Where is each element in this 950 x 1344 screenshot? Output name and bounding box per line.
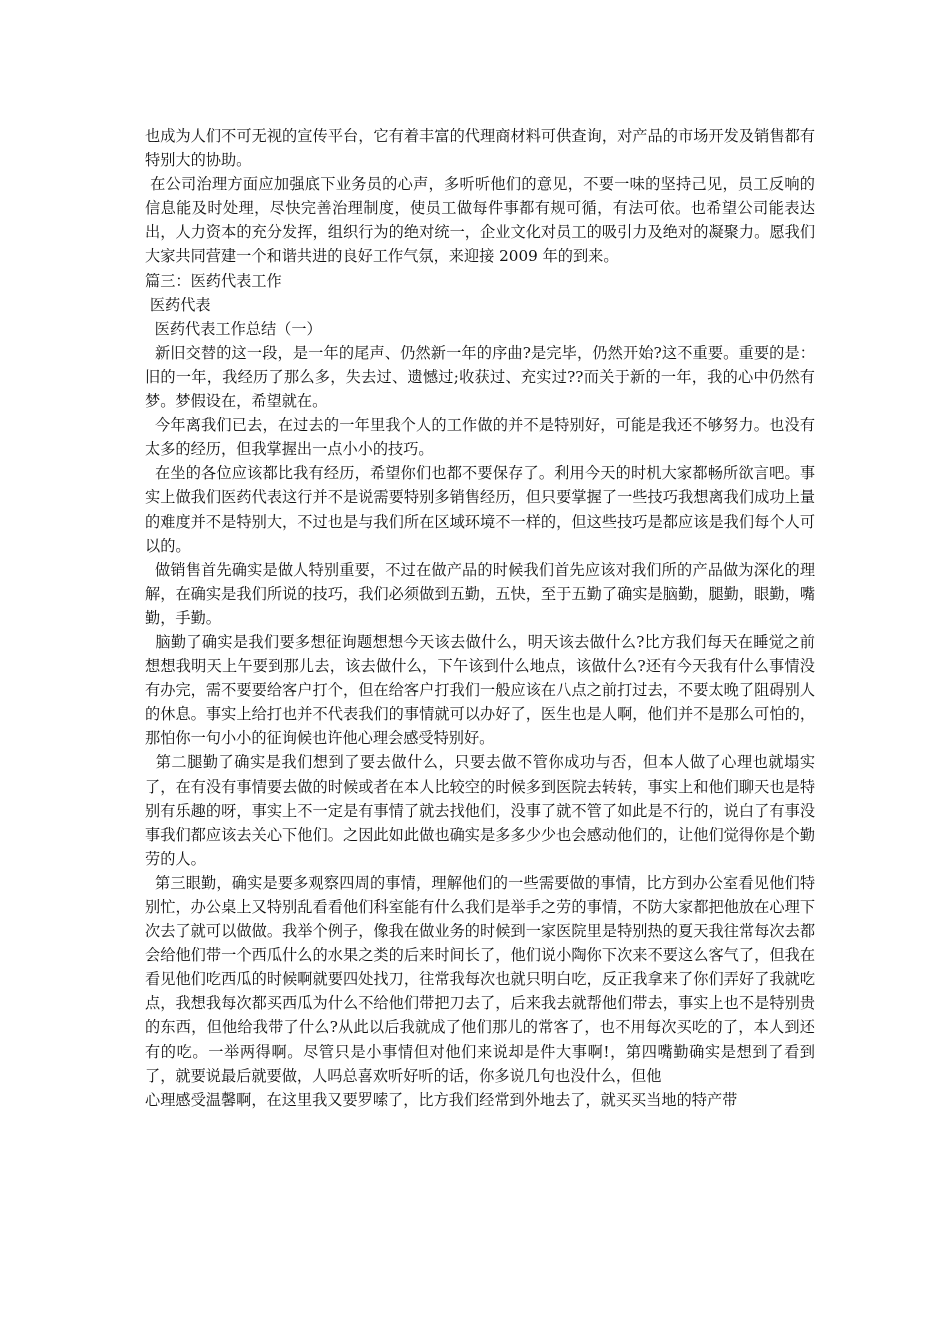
document-body <box>145 124 815 1112</box>
paragraph: 第三眼勤，确实是要多观察四周的事情，理解他们的一些需要做的事情，比方到办公室看见他们特别忙，办公桌上又特别乱看看他们科室能有什么我们是举手之劳的事情，不防大家都把他放在心理下次去了就可以做做。我举个例子，像我在做业务的时候到一家医院里是特别热的夏天我往常每次去都会给他们带一个西瓜什么的水果之类的后来时间长了，他们说小陶你下次来不要这么客气了，但我在看见他们吃西瓜的时候啊就要四处找刀，往常我每次也就只明白吃，反正我拿来了你们弄好了我就吃点，我想我每次都买西瓜为什么不给他们带把刀去了，后来我去就帮他们带去，事实上也不是特别贵的东西，但他给我带了什么?从此以后我就成了他们那儿的常客了，也不用每次买吃的了，本人到还有的吃。一举两得啊。尽管只是小事情但对他们来说却是件大事啊!，第四嘴勤确实是想到了看到了，就要说最后就要做，人吗总喜欢听好听的话，你多说几句也没什么，但他 <box>145 873 816 1085</box>
sub-heading: 医药代表工作总结（一） <box>145 319 322 338</box>
sub-heading: 医药代表 <box>145 295 211 314</box>
paragraph: 脑勤了确实是我们要多想征询题想想今天该去做什么，明天该去做什么?比方我们每天在睡觉之前想想我明天上午要到那儿去，该去做什么，下午该到什么地点，该做什么?还有今天我有什么事情没有办完，需不要要给客户打个，但在给客户打我们一般应该在八点之前打过去，不要太晚了阻碍别人的休息。事实上给打也并不代表我们的事情就可以办好了，医生也是人啊，他们并不是那么可怕的，那怕你一句小小的征询候也许他心理会感受特别好。 <box>145 632 815 748</box>
paragraph: 今年离我们已去，在过去的一年里我个人的工作做的并不是特别好，可能是我还不够努力。也没有太多的经历，但我掌握出一点小小的技巧。 <box>145 416 816 459</box>
paragraph: 心理感受温馨啊，在这里我又要罗嗦了，比方我们经常到外地去了，就买买当地的特产带 <box>145 1090 738 1109</box>
paragraph: 第二腿勤了确实是我们想到了要去做什么，只要去做不管你成功与否，但本人做了心理也就塌实了，在有没有事情要去做的时候或者在本人比较空的时候多到医院去转转，事实上和他们聊天也是特别有乐趣的呀，事实上不一定是有事情了就去找他们，没事了就不管了如此是不行的，说白了有事没事我们都应该去关心下他们。之因此如此做也确实是多多少少也会感动他们的，让他们觉得你是个勤劳的人。 <box>145 753 816 868</box>
paragraph: 在坐的各位应该都比我有经历，希望你们也都不要保存了。利用今天的时机大家都畅所欲言吧。事实上做我们医药代表这行并不是说需要特别多销售经历，但只要掌握了一些技巧我想离我们成功上量的难度并不是特别大，不过也是与我们所在区域环境不一样的，但这些技巧是都应该是我们每个人可以的。 <box>145 464 816 555</box>
section-heading: 篇三：医药代表工作 <box>145 271 282 290</box>
paragraph: 新旧交替的这一段，是一年的尾声、仍然新一年的序曲?是完毕，仍然开始?这不重要。重要的是：旧的一年，我经历了那么多，失去过、遗憾过;收获过、充实过??而关于新的一年，我的心中仍然有梦。梦假设在，希望就在。 <box>145 343 815 411</box>
paragraph: 在公司治理方面应加强底下业务员的心声，多听听他们的意见，不要一味的坚持己见，员工反响的信息能及时处理，尽快完善治理制度，使员工做每件事都有规可循，有法可依。也希望公司能表达出，人力资本的充分发挥，组织行为的绝对统一，企业文化对员工的吸引力及绝对的凝聚力。愿我们大家共同营建一个和谐共进的良好工作气氛，来迎接 2009 年的到来。 <box>145 175 815 266</box>
paragraph: 做销售首先确实是做人特别重要，不过在做产品的时候我们首先应该对我们所的产品做为深化的理解，在确实是我们所说的技巧，我们必须做到五勤，五快，至于五勤了确实是脑勤，腿勤，眼勤，嘴勤，手勤。 <box>145 560 816 627</box>
paragraph: 也成为人们不可无视的宣传平台，它有着丰富的代理商材料可供查询，对产品的市场开发及销售都有特别大的协助。 <box>145 127 815 170</box>
